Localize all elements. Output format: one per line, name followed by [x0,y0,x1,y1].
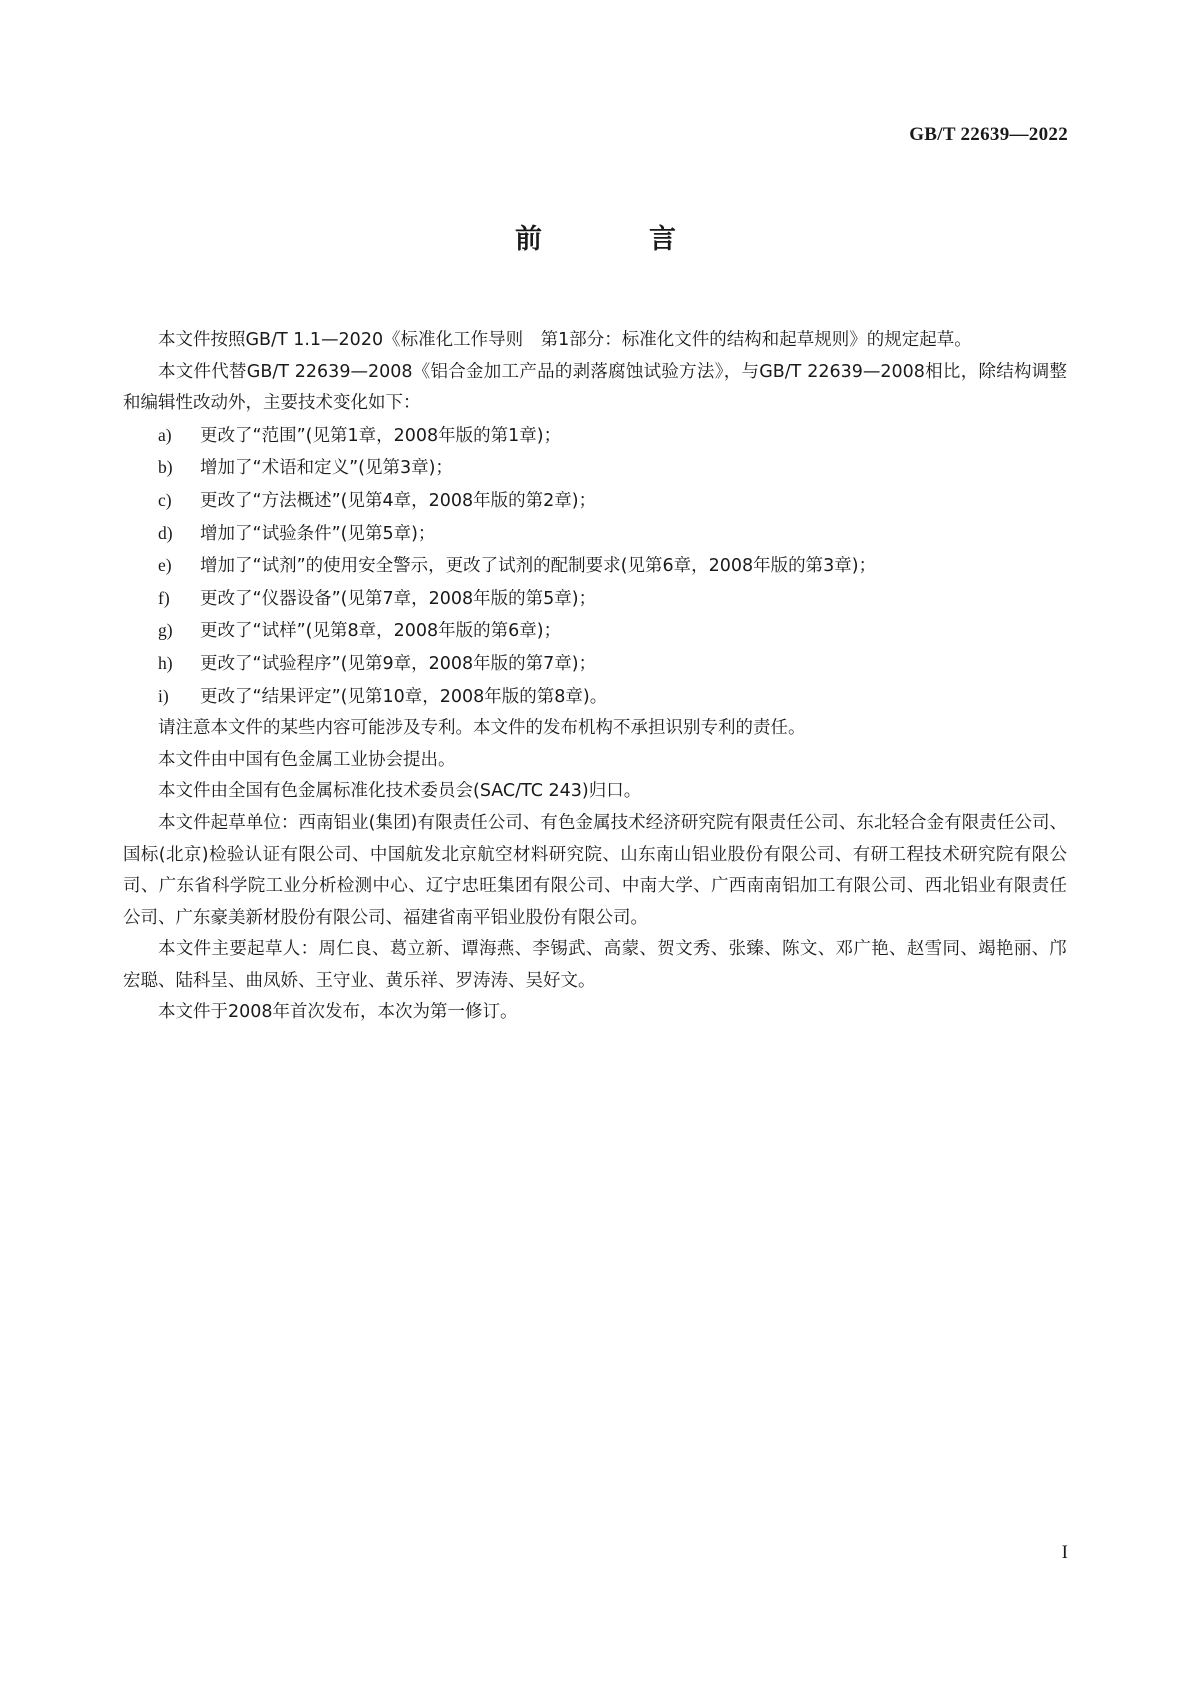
change-item-text: 增加了“试验条件”(见第5章)； [200,523,436,544]
change-item-marker: i) [158,685,169,706]
change-item [123,550,1067,583]
change-item [123,681,1067,714]
change-item-text: 更改了“结果评定”(见第10章，2008年版的第8章)。 [200,686,608,707]
change-item [123,420,1067,453]
paragraph-drafting-units: 本文件起草单位：西南铝业(集团)有限责任公司、有色金属技术经济研究院有限责任公司、东北轻合金有限责任公司、国标(北京)检验认证有限公司、中国航发北京航空材料研究院、山东南山铝业股份有限公司、有研工程技术研究院有限公司、广东省科学院工业分析检测中心、辽宁忠旺集团有限公司、中南大学、广西南南铝加工有限公司、西北铝业有限责任公司、广东豪美新材股份有限公司、福建省南平铝业股份有限公司。 [123,812,1067,928]
change-item-text: 更改了“方法概述”(见第4章，2008年版的第2章)； [200,490,597,511]
change-item [123,452,1067,485]
change-item [123,485,1067,518]
paragraph-replacement-note: 本文件代替GB/T 22639—2008《铝合金加工产品的剥落腐蚀试验方法》，与GB/T 22639—2008相比，除结构调整和编辑性改动外，主要技术变化如下： [123,361,1067,414]
paragraph-drafters: 本文件主要起草人：周仁良、葛立新、谭海燕、李锡武、高蒙、贺文秀、张臻、陈文、邓广艳、赵雪同、竭艳丽、邝宏聪、陆科呈、曲凤娇、王守业、黄乐祥、罗涛涛、吴好文。 [123,939,1067,991]
paragraph-drafting-rules: 本文件按照GB/T 1.1—2020《标准化工作导则 第1部分：标准化文件的结构和起草规则》的规定起草。 [158,330,972,350]
change-item [123,615,1067,648]
change-item-text: 更改了“试验程序”(见第9章，2008年版的第7章)； [200,653,597,674]
paragraph-patent-notice: 请注意本文件的某些内容可能涉及专利。本文件的发布机构不承担识别专利的责任。 [158,718,806,739]
paragraph-under-jurisdiction: 本文件由全国有色金属标准化技术委员会(SAC/TC 243)归口。 [158,781,642,802]
paragraph-proposed-by: 本文件由中国有色金属工业协会提出。 [158,749,456,770]
change-item-marker: d) [158,522,173,543]
foreword-body [123,325,1067,1029]
change-item-text: 增加了“术语和定义”(见第3章)； [200,458,453,479]
change-item-marker: e) [158,555,172,576]
change-item-text: 增加了“试剂”的使用安全警示，更改了试剂的配制要求(见第6章，2008年版的第3章)； [200,556,877,577]
change-item-marker: f) [158,587,170,608]
change-item-marker: c) [158,489,172,510]
change-item-marker: h) [158,652,173,673]
change-item-text: 更改了“范围”(见第1章，2008年版的第1章)； [200,425,562,446]
change-item-marker: g) [158,620,173,641]
paragraph-publication-history: 本文件于2008年首次发布，本次为第一修订。 [158,1002,518,1023]
change-item-marker: a) [158,424,172,445]
foreword-title: 前 言 [515,224,716,255]
change-item-text: 更改了“仪器设备”(见第7章，2008年版的第5章)； [200,588,597,609]
change-item [123,583,1067,616]
page-number: I [1061,1542,1068,1563]
change-item-marker: b) [158,457,173,478]
change-item [123,648,1067,681]
standard-code: GB/T 22639—2022 [909,124,1068,145]
change-item-text: 更改了“试样”(见第8章，2008年版的第6章)； [200,621,562,642]
change-item [123,518,1067,551]
